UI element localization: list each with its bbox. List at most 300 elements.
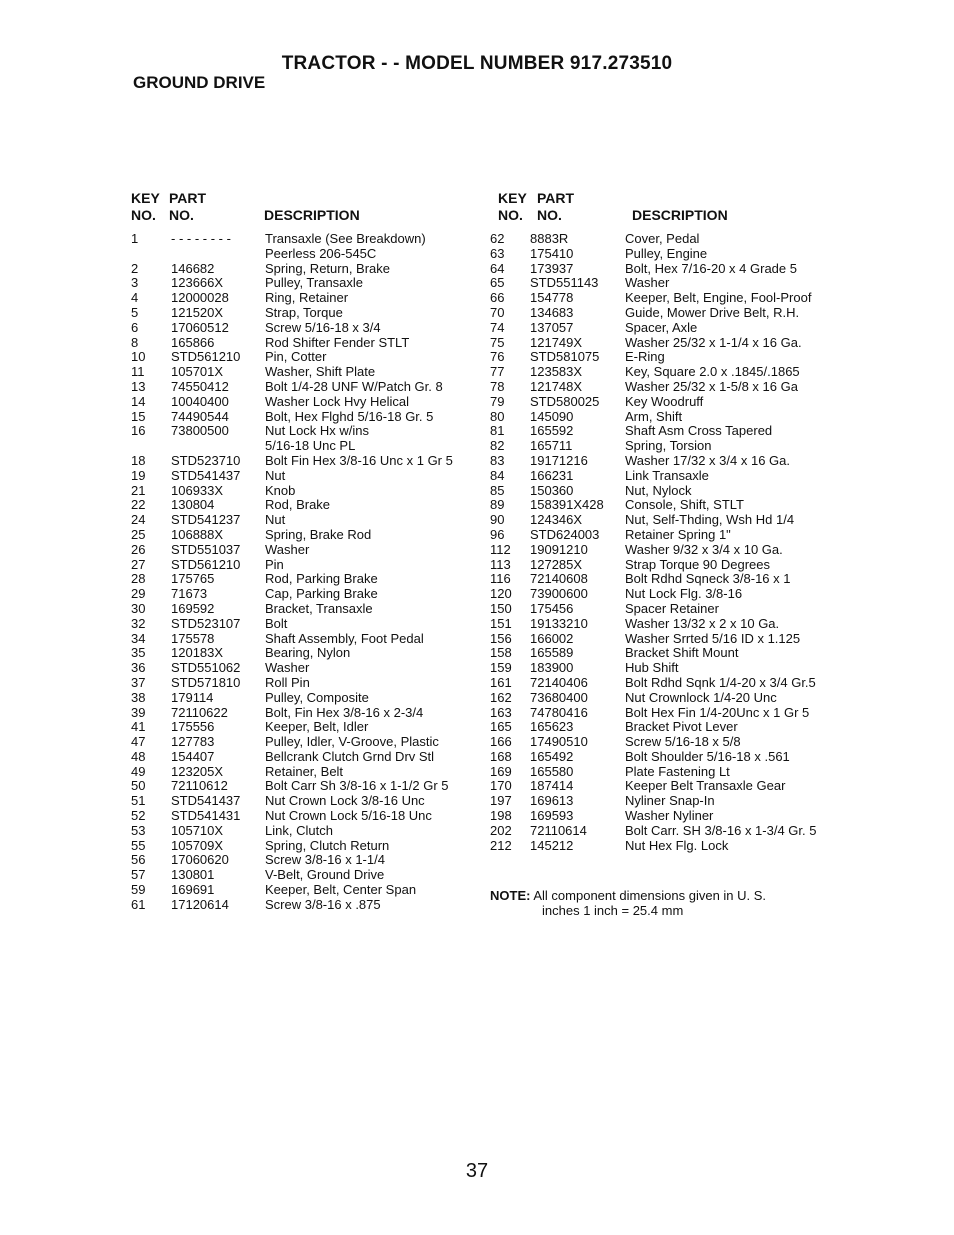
- part-number-cell: 187414: [530, 778, 574, 794]
- part-number-cell: 71673: [171, 586, 208, 602]
- table-row: [490, 513, 835, 528]
- parts-list-left: [131, 232, 476, 913]
- key-cell: 15: [131, 408, 146, 424]
- table-row: [490, 794, 835, 809]
- key-cell: 70: [490, 304, 505, 320]
- table-row: [131, 824, 476, 839]
- table-row: [490, 439, 835, 454]
- part-number-cell: STD523107: [171, 615, 241, 631]
- description-cell: Nut Crown Lock 5/16-18 Unc: [265, 808, 432, 824]
- description-cell: Shaft Asm Cross Tapered: [625, 423, 773, 439]
- key-cell: 77: [490, 364, 505, 380]
- table-row: [490, 809, 835, 824]
- part-number-cell: STD571810: [171, 674, 241, 690]
- key-cell: 35: [131, 645, 146, 661]
- key-cell: 84: [490, 467, 505, 483]
- table-row: [490, 262, 835, 277]
- key-cell: 85: [490, 482, 505, 498]
- table-row: [131, 572, 476, 587]
- key-cell: 47: [131, 734, 146, 750]
- description-cell: Roll Pin: [265, 674, 310, 690]
- key-cell: 21: [131, 482, 146, 498]
- key-cell: 82: [490, 438, 505, 454]
- part-number-cell: 123583X: [530, 364, 583, 380]
- part-number-cell: 179114: [171, 689, 214, 705]
- part-number-cell: 165592: [530, 423, 574, 439]
- part-number-cell: STD541437: [171, 467, 241, 483]
- table-row: [131, 720, 476, 735]
- description-cell: Pulley, Idler, V-Groove, Plastic: [265, 734, 439, 750]
- description-cell: Bolt Hex Fin 1/4-20Unc x 1 Gr 5: [625, 704, 810, 720]
- key-cell: 156: [490, 630, 512, 646]
- part-number-cell: 121749X: [530, 334, 583, 350]
- key-cell: 64: [490, 260, 505, 276]
- key-cell: 66: [490, 290, 505, 306]
- description-cell: Washer Nyliner: [625, 808, 714, 824]
- table-row: [490, 350, 835, 365]
- description-cell: Screw 3/8-16 x .875: [265, 896, 381, 912]
- key-cell: [131, 439, 171, 454]
- key-no-label: NO.: [498, 207, 523, 223]
- key-cell: 22: [131, 497, 146, 513]
- part-number-cell: 10040400: [171, 393, 229, 409]
- part-number-cell: 123205X: [171, 763, 224, 779]
- table-row: [490, 306, 835, 321]
- table-row: [490, 498, 835, 513]
- description-label: DESCRIPTION: [264, 207, 360, 223]
- table-row: [131, 779, 476, 794]
- key-cell: 166: [490, 734, 512, 750]
- key-cell: 53: [131, 822, 146, 838]
- part-number-cell: 134683: [530, 304, 574, 320]
- description-cell: Ring, Retainer: [265, 290, 349, 306]
- description-cell: Strap, Torque: [265, 304, 343, 320]
- key-cell: 163: [490, 704, 512, 720]
- key-cell: 169: [490, 763, 512, 779]
- description-cell: Bolt Shoulder 5/16-18 x .561: [625, 748, 790, 764]
- table-row: [131, 898, 476, 913]
- description-cell: Bolt Carr Sh 3/8-16 x 1-1/2 Gr 5: [265, 778, 449, 794]
- key-cell: 57: [131, 867, 146, 883]
- table-row: [490, 779, 835, 794]
- table-row: [131, 439, 476, 454]
- table-row: [490, 469, 835, 484]
- description-cell: Bearing, Nylon: [265, 645, 351, 661]
- part-number-cell: 130801: [171, 867, 215, 883]
- description-cell: Rod Shifter Fender STLT: [265, 334, 410, 350]
- part-number-cell: STD541237: [171, 512, 241, 528]
- table-row: [131, 498, 476, 513]
- description-cell: Bolt, Fin Hex 3/8-16 x 2-3/4: [265, 704, 424, 720]
- description-cell: Bolt Fin Hex 3/8-16 Unc x 1 Gr 5: [265, 452, 453, 468]
- part-number-cell: 72140406: [530, 674, 588, 690]
- table-row: [131, 839, 476, 854]
- part-number-cell: 17060620: [171, 852, 229, 868]
- part-number-cell: 123666X: [171, 275, 224, 291]
- description-cell: Nut, Self-Thding, Wsh Hd 1/4: [625, 512, 795, 528]
- key-cell: 75: [490, 334, 505, 350]
- key-cell: [131, 247, 171, 262]
- description-cell: Pulley, Engine: [625, 245, 708, 261]
- key-cell: 48: [131, 748, 146, 764]
- description-cell: Screw 5/16-18 x 3/4: [265, 319, 381, 335]
- part-number-cell: 175456: [530, 600, 574, 616]
- description-cell: Nut Hex Flg. Lock: [625, 837, 729, 853]
- key-cell: 3: [131, 275, 139, 291]
- part-number-cell: 165866: [171, 334, 215, 350]
- part-number-cell: 72140608: [530, 571, 588, 587]
- part-number-cell: 12000028: [171, 290, 229, 306]
- table-row: [490, 365, 835, 380]
- description-cell: Spacer, Axle: [625, 319, 698, 335]
- description-cell: Link Transaxle: [625, 467, 709, 483]
- table-row: [490, 617, 835, 632]
- part-number-cell: 17060512: [171, 319, 229, 335]
- part-label: PART: [537, 190, 575, 206]
- part-number-cell: 130804: [171, 497, 215, 513]
- key-cell: 6: [131, 319, 139, 335]
- parts-column-right: [490, 188, 835, 853]
- part-number-cell: - - - - - - - -: [171, 231, 231, 246]
- table-row: [131, 543, 476, 558]
- key-cell: 76: [490, 349, 505, 365]
- table-row: [131, 632, 476, 647]
- description-cell: Nyliner Snap-In: [625, 793, 715, 809]
- key-cell: 151: [490, 615, 512, 631]
- table-row: [131, 247, 476, 262]
- table-row: [490, 750, 835, 765]
- table-row: [131, 291, 476, 306]
- note-label: NOTE:: [490, 888, 531, 903]
- key-cell: 56: [131, 852, 146, 868]
- description-cell: Washer: [265, 660, 310, 676]
- description-cell: Screw 5/16-18 x 5/8: [625, 734, 741, 750]
- description-cell: Knob: [265, 482, 296, 498]
- key-cell: 32: [131, 615, 146, 631]
- table-row: [131, 454, 476, 469]
- table-row: [490, 765, 835, 780]
- key-cell: 27: [131, 556, 146, 572]
- table-row: [131, 410, 476, 425]
- description-cell: Nut Crown Lock 3/8-16 Unc: [265, 793, 425, 809]
- description-cell: Washer: [265, 541, 310, 557]
- description-cell: Pin: [265, 556, 284, 572]
- description-cell: Retainer, Belt: [265, 763, 344, 779]
- table-row: [490, 232, 835, 247]
- part-number-cell: 105710X: [171, 822, 224, 838]
- table-row: [131, 424, 476, 439]
- part-number-cell: STD523710: [171, 452, 241, 468]
- key-cell: 79: [490, 393, 505, 409]
- description-cell: Nut Lock Hx w/ins: [265, 423, 370, 439]
- description-cell: Pin, Cotter: [265, 349, 327, 365]
- part-number-cell: 165580: [530, 763, 574, 779]
- table-row: [131, 809, 476, 824]
- part-number-cell: 127285X: [530, 556, 583, 572]
- part-number-cell: 74550412: [171, 378, 229, 394]
- parts-list-right: [490, 232, 835, 853]
- table-row: [131, 395, 476, 410]
- description-cell: Washer 25/32 x 1-1/4 x 16 Ga.: [625, 334, 802, 350]
- description-cell: Guide, Mower Drive Belt, R.H.: [625, 304, 800, 320]
- table-row: [490, 424, 835, 439]
- description-cell: Washer 17/32 x 3/4 x 16 Ga.: [625, 452, 790, 468]
- table-row: [490, 558, 835, 573]
- table-row: [490, 410, 835, 425]
- description-cell: Pulley, Transaxle: [265, 275, 364, 291]
- description-cell: Keeper, Belt, Engine, Fool-Proof: [625, 290, 812, 306]
- column-header: [490, 188, 835, 232]
- key-cell: 29: [131, 586, 146, 602]
- table-row: [131, 484, 476, 499]
- table-row: [490, 291, 835, 306]
- key-cell: 96: [490, 526, 505, 542]
- description-cell: Bolt, Hex Flghd 5/16-18 Gr. 5: [265, 408, 434, 424]
- key-cell: 112: [490, 541, 511, 557]
- part-number-cell: 183900: [530, 660, 574, 676]
- table-row: [131, 853, 476, 868]
- table-row: [131, 602, 476, 617]
- table-row: [131, 513, 476, 528]
- description-cell: V-Belt, Ground Drive: [265, 867, 385, 883]
- part-number-cell: 72110622: [171, 704, 228, 720]
- key-cell: 26: [131, 541, 146, 557]
- part-number-cell: 121748X: [530, 378, 583, 394]
- part-number-cell: 17490510: [530, 734, 588, 750]
- table-row: [490, 528, 835, 543]
- description-cell: Keeper Belt Transaxle Gear: [625, 778, 786, 794]
- table-row: [490, 543, 835, 558]
- key-cell: 120: [490, 586, 512, 602]
- table-row: [490, 336, 835, 351]
- part-label: PART: [169, 190, 207, 206]
- table-row: [131, 558, 476, 573]
- table-row: [490, 646, 835, 661]
- key-cell: 38: [131, 689, 146, 705]
- description-cell: Nut, Nylock: [625, 482, 692, 498]
- part-number-cell: 175578: [171, 630, 215, 646]
- key-cell: 16: [131, 423, 146, 439]
- table-row: [490, 824, 835, 839]
- description-cell: Washer 13/32 x 2 x 10 Ga.: [625, 615, 780, 631]
- note-line-2: inches 1 inch = 25.4 mm: [542, 903, 684, 918]
- part-number-cell: 19091210: [530, 541, 588, 557]
- table-row: [131, 528, 476, 543]
- description-cell: Spring, Return, Brake: [265, 260, 391, 276]
- key-cell: 83: [490, 452, 505, 468]
- key-cell: 116: [490, 571, 511, 587]
- description-cell: Bolt Rdhd Sqneck 3/8-16 x 1: [625, 571, 791, 587]
- part-number-cell: 72110612: [171, 778, 228, 794]
- description-cell: Bolt 1/4-28 UNF W/Patch Gr. 8: [265, 378, 443, 394]
- key-label: KEY: [498, 190, 527, 206]
- table-row: [131, 380, 476, 395]
- key-cell: 161: [490, 674, 512, 690]
- description-cell: Key Woodruff: [625, 393, 704, 409]
- table-row: [490, 572, 835, 587]
- description-cell: Bellcrank Clutch Grnd Drv Stl: [265, 748, 435, 764]
- part-number-cell: 72110614: [530, 822, 587, 838]
- description-cell: Keeper, Belt, Idler: [265, 719, 369, 735]
- key-cell: 1: [131, 231, 139, 246]
- table-row: [131, 350, 476, 365]
- table-row: [131, 469, 476, 484]
- key-cell: 65: [490, 275, 505, 291]
- description-cell: Arm, Shift: [625, 408, 683, 424]
- description-cell: Shaft Assembly, Foot Pedal: [265, 630, 424, 646]
- description-cell: Link, Clutch: [265, 822, 333, 838]
- key-cell: 13: [131, 378, 146, 394]
- key-cell: 165: [490, 719, 512, 735]
- part-number-cell: 17120614: [171, 896, 229, 912]
- description-cell: Nut: [265, 467, 286, 483]
- description-cell: Washer, Shift Plate: [265, 364, 376, 380]
- description-cell: Hub Shift: [625, 660, 679, 676]
- part-number-cell: 73900600: [530, 586, 588, 602]
- description-cell: Key, Square 2.0 x .1845/.1865: [625, 364, 800, 380]
- part-number-cell: 124346X: [530, 512, 583, 528]
- part-number-cell: 165623: [530, 719, 574, 735]
- table-row: [131, 691, 476, 706]
- part-number-cell: 175410: [530, 245, 574, 261]
- part-number-cell: 166231: [530, 467, 574, 483]
- part-number-cell: 145090: [530, 408, 574, 424]
- page-title: TRACTOR - - MODEL NUMBER 917.273510: [281, 53, 673, 74]
- table-row: [490, 676, 835, 691]
- page-number: 37: [465, 1160, 489, 1182]
- table-row: [131, 676, 476, 691]
- key-cell: 49: [131, 763, 146, 779]
- part-number-cell: 166002: [530, 630, 574, 646]
- description-cell: Bolt, Hex 7/16-20 x 4 Grade 5: [625, 260, 797, 276]
- key-cell: 150: [490, 600, 512, 616]
- description-cell: Bracket Shift Mount: [625, 645, 739, 661]
- parts-column-left: [131, 188, 476, 913]
- part-number-cell: 154778: [530, 290, 574, 306]
- part-number-cell: STD624003: [530, 526, 600, 542]
- key-label: KEY: [131, 190, 160, 206]
- table-row: [490, 632, 835, 647]
- table-row: [131, 587, 476, 602]
- key-cell: 10: [131, 349, 146, 365]
- table-row: [131, 706, 476, 721]
- description-cell: Washer 9/32 x 3/4 x 10 Ga.: [625, 541, 783, 557]
- description-cell: Nut Lock Flg. 3/8-16: [625, 586, 743, 602]
- key-cell: 80: [490, 408, 505, 424]
- key-cell: 74: [490, 319, 505, 335]
- key-cell: 162: [490, 689, 512, 705]
- key-cell: 34: [131, 630, 146, 646]
- column-header: [131, 188, 476, 232]
- description-cell: Bracket, Transaxle: [265, 600, 373, 616]
- description-cell: Console, Shift, STLT: [625, 497, 744, 513]
- description-cell: 5/16-18 Unc PL: [265, 438, 356, 454]
- table-row: [490, 691, 835, 706]
- part-number-cell: 105709X: [171, 837, 224, 853]
- key-cell: 41: [131, 719, 146, 735]
- part-number-cell: STD561210: [171, 556, 241, 572]
- part-number-cell: STD561210: [171, 349, 241, 365]
- part-number-cell: 19171216: [530, 452, 588, 468]
- key-no-label: NO.: [131, 207, 156, 223]
- table-row: [131, 646, 476, 661]
- part-number-cell: 175556: [171, 719, 215, 735]
- part-number-cell: 165492: [530, 748, 574, 764]
- key-cell: 62: [490, 231, 505, 246]
- key-cell: 168: [490, 748, 512, 764]
- key-cell: 14: [131, 393, 146, 409]
- part-number-cell: 165711: [530, 438, 573, 454]
- part-no-label: NO.: [169, 207, 194, 223]
- table-row: [490, 735, 835, 750]
- description-cell: Plate Fastening Lt: [625, 763, 730, 779]
- description-label: DESCRIPTION: [632, 207, 728, 223]
- description-cell: E-Ring: [625, 349, 665, 365]
- table-row: [131, 262, 476, 277]
- table-row: [131, 735, 476, 750]
- table-row: [490, 395, 835, 410]
- table-row: [131, 868, 476, 883]
- description-cell: Spacer Retainer: [625, 600, 719, 616]
- part-number-cell: 74780416: [530, 704, 588, 720]
- part-number-cell: 173937: [530, 260, 574, 276]
- key-cell: 89: [490, 497, 505, 513]
- table-row: [490, 276, 835, 291]
- description-cell: Washer: [625, 275, 670, 291]
- part-number-cell: 137057: [530, 319, 574, 335]
- table-row: [131, 765, 476, 780]
- part-number-cell: [171, 439, 265, 454]
- part-number-cell: STD551062: [171, 660, 241, 676]
- key-cell: 39: [131, 704, 146, 720]
- part-number-cell: 169593: [530, 808, 574, 824]
- part-no-label: NO.: [537, 207, 562, 223]
- part-number-cell: 165589: [530, 645, 574, 661]
- key-cell: 5: [131, 304, 139, 320]
- description-cell: Washer 25/32 x 1-5/8 x 16 Ga: [625, 378, 798, 394]
- key-cell: 24: [131, 512, 146, 528]
- key-cell: 19: [131, 467, 146, 483]
- part-number-cell: 158391X428: [530, 497, 604, 513]
- part-number-cell: 106888X: [171, 526, 224, 542]
- part-number-cell: STD580025: [530, 393, 600, 409]
- table-row: [490, 247, 835, 262]
- key-cell: 50: [131, 778, 146, 794]
- part-number-cell: STD541431: [171, 808, 241, 824]
- description-cell: Nut Crownlock 1/4-20 Unc: [625, 689, 777, 705]
- table-row: [490, 321, 835, 336]
- part-number-cell: 145212: [530, 837, 574, 853]
- key-cell: 63: [490, 245, 505, 261]
- table-row: [131, 321, 476, 336]
- part-number-cell: 120183X: [171, 645, 224, 661]
- part-number-cell: STD581075: [530, 349, 600, 365]
- key-cell: 8: [131, 334, 139, 350]
- key-cell: 4: [131, 290, 139, 306]
- part-number-cell: 150360: [530, 482, 574, 498]
- description-cell: Rod, Parking Brake: [265, 571, 378, 587]
- key-cell: 197: [490, 793, 512, 809]
- part-number-cell: 19133210: [530, 615, 588, 631]
- description-cell: Bolt Carr. SH 3/8-16 x 1-3/4 Gr. 5: [625, 822, 817, 838]
- key-cell: 170: [490, 778, 512, 794]
- table-row: [131, 306, 476, 321]
- table-row: [490, 839, 835, 854]
- key-cell: 158: [490, 645, 512, 661]
- description-cell: Washer Srrted 5/16 ID x 1.125: [625, 630, 801, 646]
- table-row: [490, 484, 835, 499]
- table-row: [490, 587, 835, 602]
